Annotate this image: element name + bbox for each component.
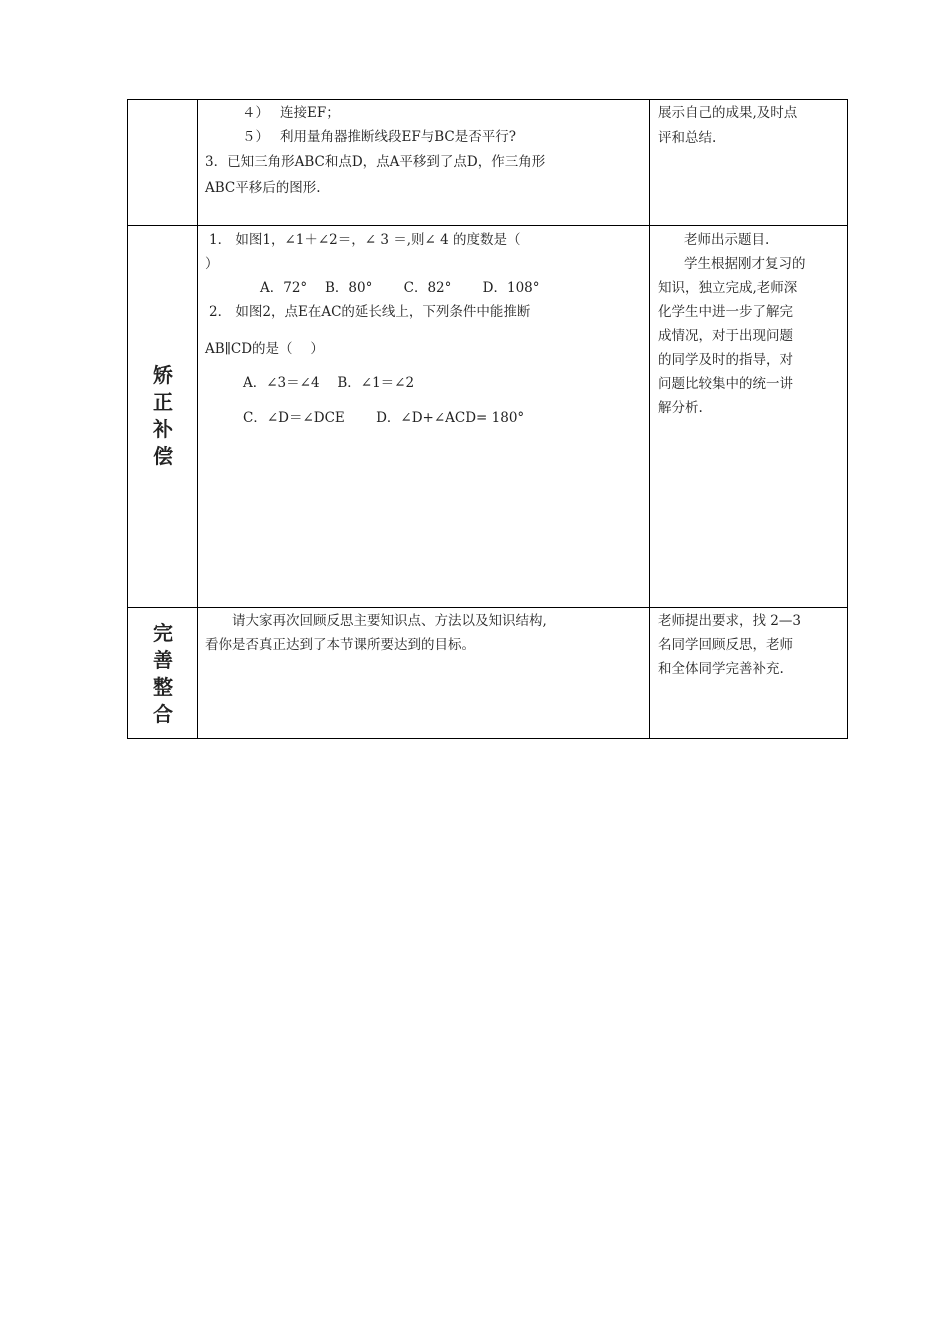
activity-content-cell (198, 100, 650, 225)
question-2-text: 2． 如图2，点E在AC的延长线上，下列条件中能推断 (209, 304, 531, 320)
step-4-text: ４） 连接EF； (242, 105, 340, 121)
note-line: 老师出示题目. (684, 232, 770, 248)
stage-label-cell (128, 226, 198, 607)
note-line: 问题比较集中的统一讲 (658, 376, 793, 392)
teacher-notes-cell (650, 608, 847, 738)
question-2-text-cont: AB∥CD的是（ ） (205, 341, 324, 357)
stage-label: 完 善 整 合 (153, 621, 173, 726)
stage-label-cell (128, 608, 198, 738)
note-line: 名同学回顾反思，老师 (658, 637, 793, 653)
stage-label: 矫 正 补 偿 (153, 363, 173, 468)
note-line: 学生根据刚才复习的 (684, 256, 806, 272)
activity-content-cell (198, 608, 650, 738)
lesson-plan-table (127, 99, 848, 739)
question-2-options-ab: A．∠3＝∠4 B．∠1＝∠2 (243, 375, 415, 391)
note-line: 知识，独立完成,老师深 (658, 280, 798, 296)
note-line: 评和总结. (658, 130, 717, 146)
table-row-correction (128, 226, 847, 608)
activity-content-cell (198, 226, 650, 607)
teacher-notes-cell (650, 100, 847, 225)
summary-text: 请大家再次回顾反思主要知识点、方法以及知识结构, (232, 613, 547, 629)
question-1-options: A．72° B．80° C．82° D．108° (260, 280, 540, 296)
table-row-practice (128, 100, 847, 226)
note-line: 解分析. (658, 400, 703, 416)
teacher-notes-cell (650, 226, 847, 607)
question-2-options-cd: C．∠D＝∠DCE D．∠D+∠ACD= 180° (243, 410, 525, 426)
note-line: 展示自己的成果,及时点 (658, 105, 798, 121)
stage-label-cell (128, 100, 198, 225)
table-row-integration (128, 608, 847, 738)
exercise-3-text-cont: ABC平移后的图形. (205, 180, 321, 196)
note-line: 老师提出要求，找 2—3 (658, 613, 801, 629)
note-line: 和全体同学完善补充. (658, 661, 784, 677)
exercise-3-text: 3．已知三角形ABC和点D，点A平移到了点D，作三角形 (205, 154, 546, 170)
question-1-text: 1． 如图1，∠1＋∠2＝，∠ 3 ＝,则∠ 4 的度数是（ (209, 232, 521, 248)
summary-text-cont: 看你是否真正达到了本节课所要达到的目标。 (205, 637, 475, 653)
step-5-text: ５） 利用量角器推断线段EF与BC是否平行? (242, 129, 517, 145)
note-line: 化学生中进一步了解完 (658, 304, 793, 320)
note-line: 成情况，对于出现问题 (658, 328, 793, 344)
note-line: 的同学及时的指导，对 (658, 352, 793, 368)
question-1-text-cont: ） (205, 256, 219, 272)
